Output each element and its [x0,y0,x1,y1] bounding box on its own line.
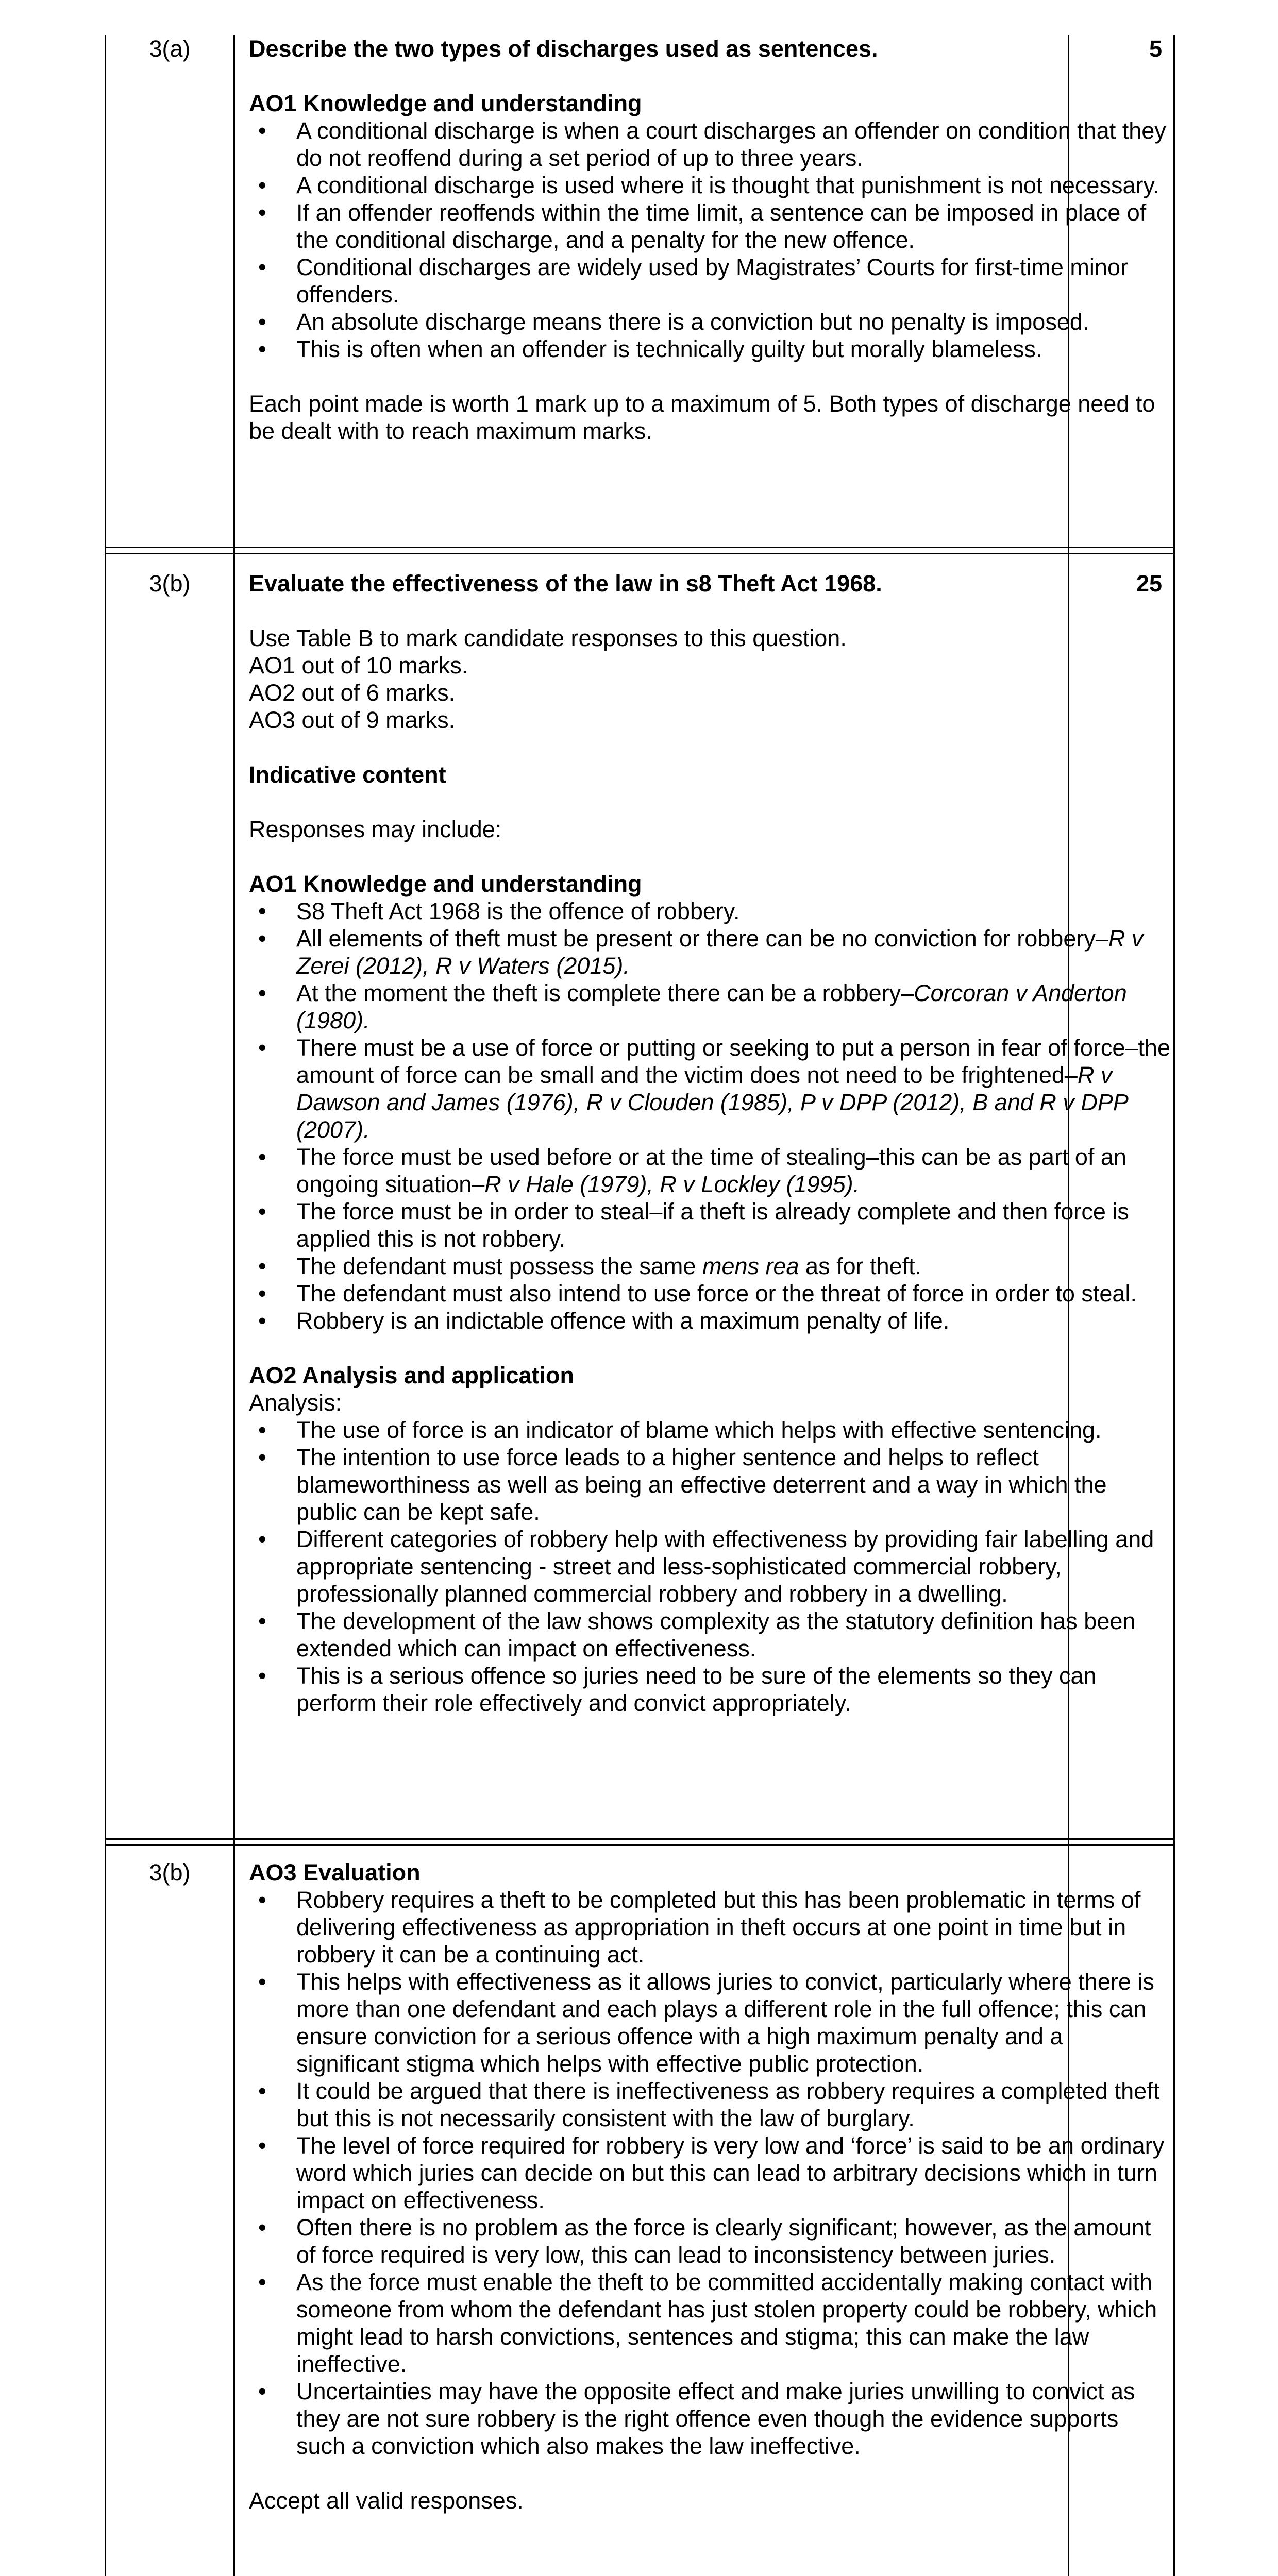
question-text: Evaluate the effectiveness of the law in s8 Theft Act 1968. [249,570,882,597]
table-border-right [1173,35,1175,2576]
question-number: 3(b) [149,570,191,597]
bullet-list [249,1886,1171,2460]
list-item: • Conditional discharges are widely used by Magistrates’ Courts for first-time minor offenders. [249,253,1171,308]
row-divider-3a-3b [105,547,1175,548]
answer-guidance-3b [249,570,1171,1717]
intro-line: AO3 out of 9 marks. [249,707,456,733]
ao3-heading: AO3 Evaluation [249,1859,421,1886]
intro-line: AO2 out of 6 marks. [249,680,456,706]
ao2-heading: AO2 Analysis and application [249,1362,574,1388]
list-item: • This helps with effectiveness as it allows juries to convict, particularly where there is more than one defendant and each plays a different role in the full offence; this can ensure conviction for a serious offence with a high maximum penalty and a significant stigma which helps with effective public protection. [249,1968,1171,2077]
list-item: • The use of force is an indicator of blame which helps with effective sentencing. [249,1416,1171,1444]
row-divider-3a-3b-double [105,553,1175,554]
list-item: • S8 Theft Act 1968 is the offence of robbery. [249,897,1171,925]
case-citation: Corcoran v Anderton (1980). [296,980,1127,1033]
row-divider-3b-3b-double [105,1844,1175,1846]
question-number: 3(a) [149,36,191,62]
list-item: • All elements of theft must be present or there can be no conviction for robbery–R v Zerei (2012), R v Waters (2015). [249,925,1171,979]
indicative-content-heading: Indicative content [249,761,446,788]
list-item: • If an offender reoffends within the time limit, a sentence can be imposed in place of the conditional discharge, and a penalty for the new offence. [249,199,1171,253]
row-divider-3b-3b [105,1838,1175,1840]
question-text: Describe the two types of discharges used as sentences. [249,36,878,62]
list-item: • Different categories of robbery help with effectiveness by providing fair labelling and appropriate sentencing - street and less-sophisticated commercial robbery, professionally planned commercial robbery and robbery in a dwelling. [249,1526,1171,1607]
bullet-list [249,1416,1171,1717]
table-border-left [105,35,106,2576]
latin-term: mens rea [702,1253,799,1279]
marking-note: Each point made is worth 1 mark up to a maximum of 5. Both types of discharge need to be dealt with to reach maximum marks. [249,391,1155,444]
responses-intro: Responses may include: [249,816,502,842]
list-item: • A conditional discharge is when a court discharges an offender on condition that they do not reoffend during a set period of up to three years. [249,117,1171,172]
list-item: • The force must be in order to steal–if a theft is already complete and then force is applied this is not robbery. [249,1198,1171,1252]
list-item: • The defendant must possess the same mens rea as for theft. [249,1252,1171,1280]
bullet-list [249,117,1171,363]
case-citation: R v Zerei (2012), R v Waters (2015). [296,925,1144,979]
ao2-subheading: Analysis: [249,1389,342,1416]
list-item: • The development of the law shows complexity as the statutory definition has been extended which can impact on effectiveness. [249,1607,1171,1662]
intro-line: AO1 out of 10 marks. [249,652,468,679]
accept-note: Accept all valid responses. [249,2487,524,2514]
answer-guidance-3b-continued [249,1859,1171,2514]
ao1-heading: AO1 Knowledge and understanding [249,871,642,897]
case-citation: R v Hale (1979), R v Lockley (1995). [484,1171,860,1197]
list-item: • At the moment the theft is complete there can be a robbery–Corcoran v Anderton (1980). [249,979,1171,1034]
question-marks: 5 [1149,36,1162,62]
intro-line: Use Table B to mark candidate responses to this question. [249,625,847,651]
ao1-heading: AO1 Knowledge and understanding [249,90,642,116]
list-item: • As the force must enable the theft to be committed accidentally making contact with someone from whom the defendant has just stolen property could be robbery, which might lead to harsh convictions, sentences and stigma; this can make the law ineffective. [249,2268,1171,2378]
case-citation: R v Dawson and James (1976), R v Clouden (1985), P v DPP (2012), B and R v DPP (2007). [296,1062,1128,1143]
list-item: • Uncertainties may have the opposite effect and make juries unwilling to convict as they are not sure robbery is the right offence even though the evidence supports such a conviction which also makes the law ineffective. [249,2378,1171,2460]
bullet-list [249,897,1171,1334]
table-border-id-column [233,35,235,2576]
list-item: • There must be a use of force or putting or seeking to put a person in fear of force–the amount of force can be small and the victim does not need to be frightened–R v Dawson and James (1976), R v Clouden (1985), P v DPP (2012), B and R v DPP (2007). [249,1034,1171,1143]
list-item: • The level of force required for robbery is very low and ‘force’ is said to be an ordinary word which juries can decide on but this can lead to arbitrary decisions which in turn impact on effectiveness. [249,2132,1171,2214]
list-item: • The force must be used before or at the time of stealing–this can be as part of an ongoing situation–R v Hale (1979), R v Lockley (1995). [249,1143,1171,1198]
list-item: • This is often when an offender is technically guilty but morally blameless. [249,335,1171,363]
list-item: • It could be argued that there is ineffectiveness as robbery requires a completed theft but this is not necessarily consistent with the law of burglary. [249,2077,1171,2132]
list-item: • Often there is no problem as the force is clearly significant; however, as the amount of force required is very low, this can lead to inconsistency between juries. [249,2214,1171,2268]
list-item: • An absolute discharge means there is a conviction but no penalty is imposed. [249,308,1171,335]
question-number: 3(b) [149,1859,191,1886]
list-item: • Robbery requires a theft to be completed but this has been problematic in terms of delivering effectiveness as appropriation in theft occurs at one point in time but in robbery it can be a continuing act. [249,1886,1171,1968]
list-item: • Robbery is an indictable offence with a maximum penalty of life. [249,1307,1171,1334]
list-item: • A conditional discharge is used where it is thought that punishment is not necessary. [249,172,1171,199]
list-item: • This is a serious offence so juries need to be sure of the elements so they can perform their role effectively and convict appropriately. [249,1662,1171,1717]
list-item: • The defendant must also intend to use force or the threat of force in order to steal. [249,1280,1171,1307]
list-item: • The intention to use force leads to a higher sentence and helps to reflect blameworthiness as well as being an effective deterrent and a way in which the public can be kept safe. [249,1444,1171,1526]
answer-guidance-3a [249,35,1171,445]
question-marks: 25 [1136,570,1162,597]
